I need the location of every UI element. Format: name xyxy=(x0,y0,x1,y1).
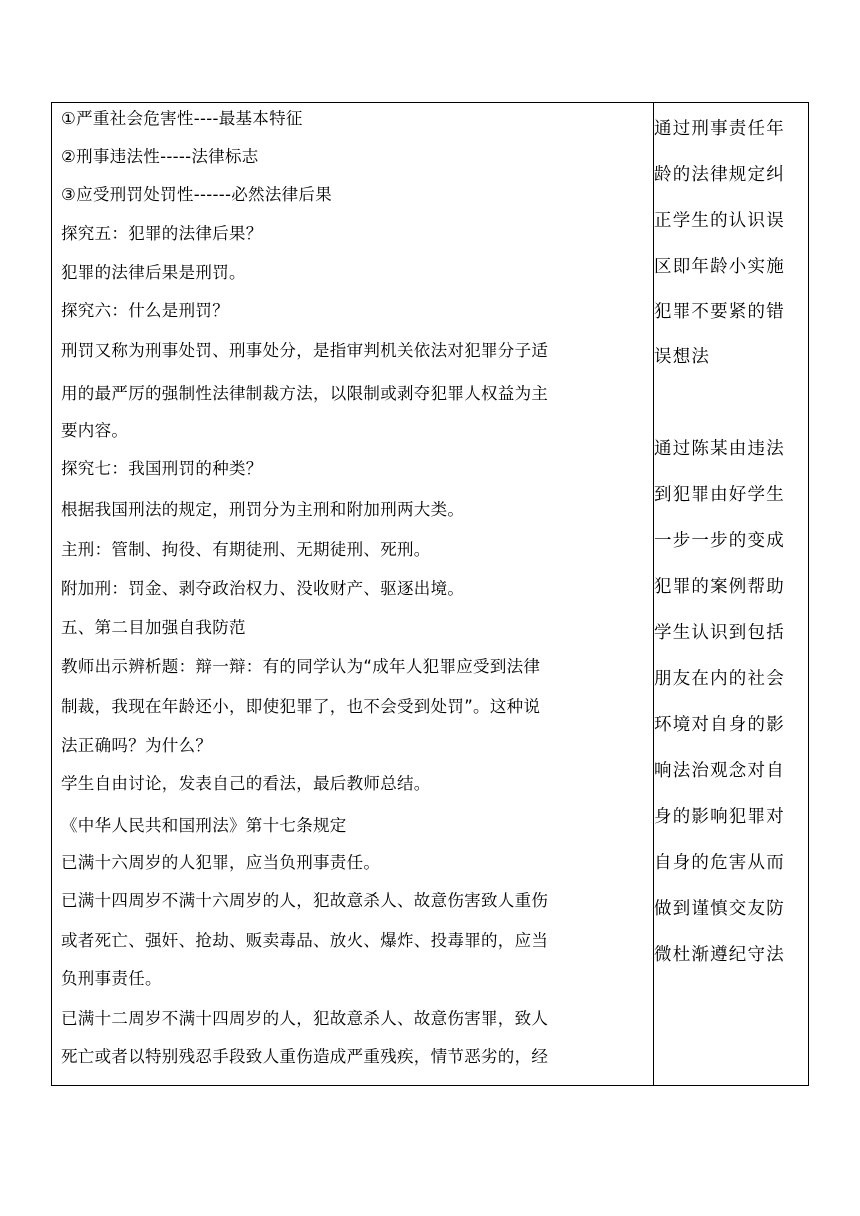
notes-column xyxy=(654,103,808,1085)
text-line: 已满十四周岁不满十六周岁的人，犯故意杀人、故意伤害致人重伤 xyxy=(61,891,549,910)
note-line: 朋友在内的社会 xyxy=(654,669,785,689)
text-line: 用的最严厉的强制性法律制裁方法，以限制或剥夺犯罪人权益为主 xyxy=(61,384,549,403)
text-line: 已满十六周岁的人犯罪，应当负刑事责任。 xyxy=(61,853,381,872)
note-line: 犯罪不要紧的错 xyxy=(654,302,785,322)
note-line: 身的影响犯罪对 xyxy=(654,807,785,827)
text-line: 刑罚又称为刑事处罚、刑事处分，是指审判机关依法对犯罪分子适 xyxy=(61,341,549,360)
note-line: 误想法 xyxy=(654,347,711,367)
text-line: 或者死亡、强奸、抢劫、贩卖毒品、放火、爆炸、投毒罪的，应当 xyxy=(61,931,549,950)
text-line: 死亡或者以特别残忍手段致人重伤造成严重残疾，情节恶劣的，经 xyxy=(61,1047,549,1066)
text-line: ③应受刑罚处罚性------必然法律后果 xyxy=(61,185,333,204)
text-line: 附加刑：罚金、剥夺政治权力、没收财产、驱逐出境。 xyxy=(61,579,465,598)
text-line: ①严重社会危害性----最基本特征 xyxy=(61,109,303,128)
note-line: 正学生的认识误 xyxy=(654,211,785,231)
note-line: 通过刑事责任年 xyxy=(654,119,785,139)
note-line: 到犯罪由好学生 xyxy=(654,485,785,505)
text-line: 《中华人民共和国刑法》第十七条规定 xyxy=(61,816,347,835)
note-line: 学生认识到包括 xyxy=(654,623,785,643)
text-line: 教师出示辨析题：辩一辩：有的同学认为“成年人犯罪应受到法律 xyxy=(61,657,541,676)
note-line: 一步一步的变成 xyxy=(654,531,785,551)
text-line: 负刑事责任。 xyxy=(61,969,162,988)
note-line: 微杜渐遵纪守法 xyxy=(654,945,785,965)
text-line: 制裁，我现在年龄还小，即使犯罪了，也不会受到处罚”。这种说 xyxy=(61,697,541,716)
text-line: 探究六：什么是刑罚？ xyxy=(61,301,229,320)
text-line: 法正确吗？为什么？ xyxy=(61,736,213,755)
note-line: 环境对自身的影 xyxy=(654,715,785,735)
note-line: 响法治观念对自 xyxy=(654,761,785,781)
text-line: 探究七：我国刑罚的种类？ xyxy=(61,459,263,478)
main-content-column xyxy=(52,103,654,1085)
content-table xyxy=(51,102,809,1086)
text-line: 要内容。 xyxy=(61,421,129,440)
note-line: 龄的法律规定纠 xyxy=(654,165,785,185)
text-line: 探究五：犯罪的法律后果？ xyxy=(61,224,263,243)
text-line: 根据我国刑法的规定，刑罚分为主刑和附加刑两大类。 xyxy=(61,500,465,519)
text-line: 主刑：管制、拘役、有期徒刑、无期徒刑、死刑。 xyxy=(61,540,431,559)
note-line: 区即年龄小实施 xyxy=(654,257,785,277)
note-line: 犯罪的案例帮助 xyxy=(654,577,785,597)
text-line: 五、第二目加强自我防范 xyxy=(61,618,246,637)
note-line: 做到谨慎交友防 xyxy=(654,899,785,919)
note-line: 自身的危害从而 xyxy=(654,853,785,873)
text-line: 已满十二周岁不满十四周岁的人，犯故意杀人、故意伤害罪，致人 xyxy=(61,1009,549,1028)
text-line: ②刑事违法性-----法律标志 xyxy=(61,147,259,166)
note-line: 通过陈某由违法 xyxy=(654,439,785,459)
text-line: 学生自由讨论，发表自己的看法，最后教师总结。 xyxy=(61,774,431,793)
text-line: 犯罪的法律后果是刑罚。 xyxy=(61,263,246,282)
